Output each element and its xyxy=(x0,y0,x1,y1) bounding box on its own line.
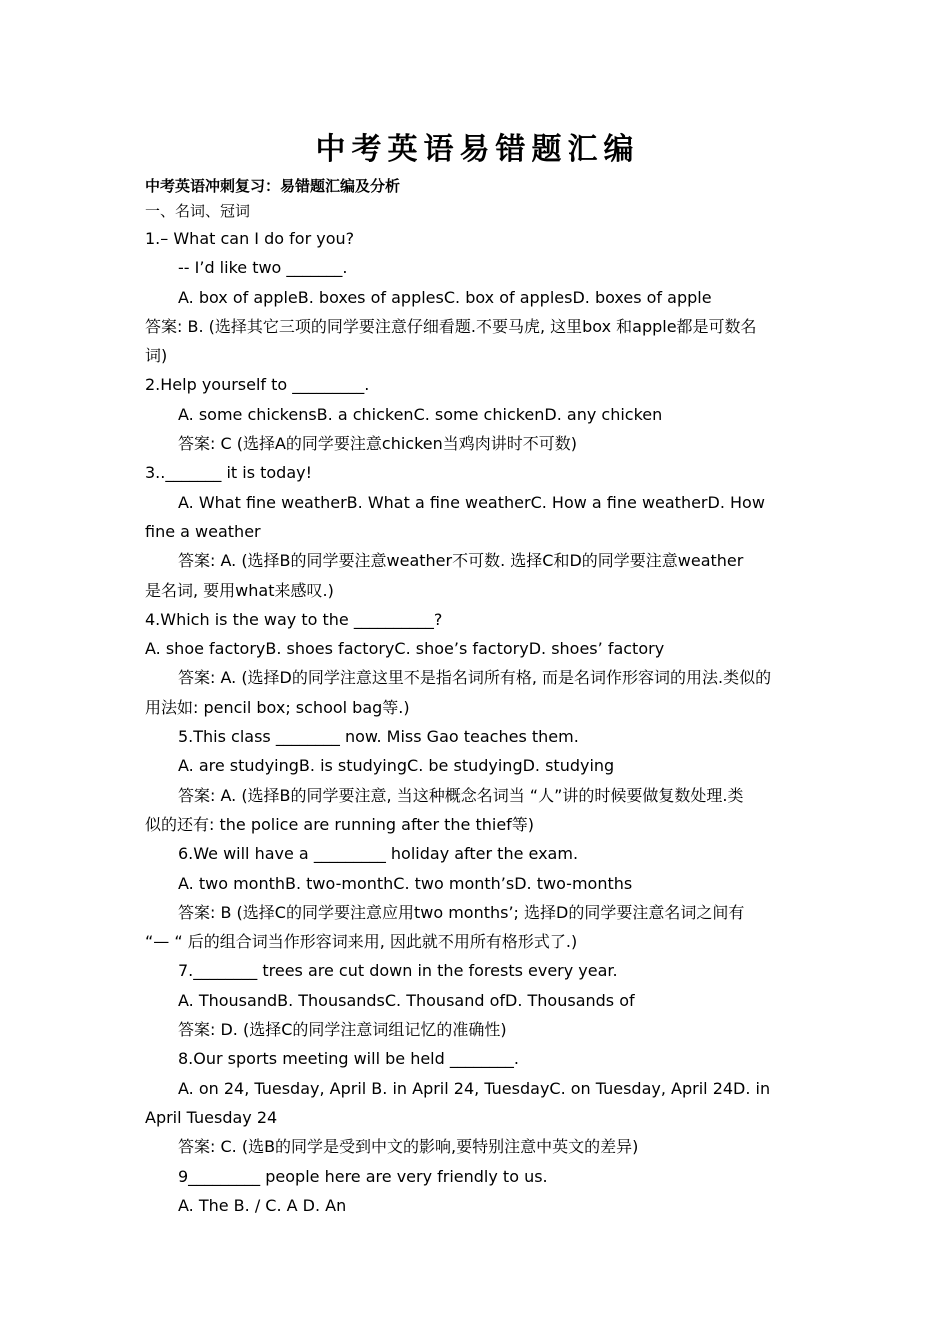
text-line: -- I’d like two _______. xyxy=(178,258,348,278)
text-line: 用法如: pencil box; school bag等.) xyxy=(145,697,410,717)
text-line: 答案: B (选择C的同学要注意应用two months’; 选择D的同学要注意名词之间有 xyxy=(178,902,745,922)
text-line: 答案: A. (选择B的同学要注意weather不可数. 选择C和D的同学要注意weather xyxy=(178,551,744,571)
question-list xyxy=(145,224,810,1220)
text-line: April Tuesday 24 xyxy=(145,1107,278,1127)
text-line: 2.Help yourself to _________. xyxy=(145,375,370,395)
text-line: A. are studyingB. is studyingC. be studyingD. studying xyxy=(178,756,615,776)
text-line: A. box of appleB. boxes of applesC. box of applesD. boxes of apple xyxy=(178,287,712,307)
text-line: A. ThousandB. ThousandsC. Thousand ofD. Thousands of xyxy=(178,990,635,1010)
document-subtitle: 中考英语冲刺复习：易错题汇编及分析 xyxy=(145,177,401,195)
text-line: 8.Our sports meeting will be held ________. xyxy=(178,1049,519,1069)
text-line: A. The B. / C. A D. An xyxy=(178,1195,347,1215)
section-heading: 一、名词、冠词 xyxy=(145,202,251,220)
text-line: A. on 24, Tuesday, April B. in April 24, TuesdayC. on Tuesday, April 24D. in xyxy=(178,1078,771,1098)
text-line: 词) xyxy=(145,346,168,366)
text-line: 1.– What can I do for you? xyxy=(145,229,355,248)
text-line: A. What fine weatherB. What a fine weatherC. How a fine weatherD. How xyxy=(178,492,765,512)
text-line: 7.________ trees are cut down in the forests every year. xyxy=(178,961,618,981)
text-line: 4.Which is the way to the __________? xyxy=(145,609,443,629)
text-line: 6.We will have a _________ holiday after the exam. xyxy=(178,844,579,864)
text-line: 3.._______ it is today! xyxy=(145,463,313,483)
document-title: 中考英语易错题汇编 xyxy=(315,132,640,167)
text-line: A. some chickensB. a chickenC. some chickenD. any chicken xyxy=(178,404,663,424)
text-line: fine a weather xyxy=(145,521,261,541)
text-line: 答案: B. (选择其它三项的同学要注意仔细看题.不要马虎, 这里box 和apple都是可数名 xyxy=(145,316,757,336)
text-line: A. shoe factoryB. shoes factoryC. shoe’s factoryD. shoes’ factory xyxy=(145,639,665,659)
text-line: 是名词, 要用what来感叹.) xyxy=(145,580,334,600)
text-line: 5.This class ________ now. Miss Gao teaches them. xyxy=(178,727,579,747)
text-line: 9_________ people here are very friendly to us. xyxy=(178,1166,548,1186)
text-line: 似的还有: the police are running after the thief等) xyxy=(145,814,535,834)
text-line: 答案: A. (选择B的同学要注意, 当这种概念名词当 “人”讲的时候要做复数处理.类 xyxy=(178,785,744,805)
text-line: 答案: D. (选择C的同学注意词组记忆的准确性) xyxy=(178,1020,507,1040)
document-page xyxy=(145,128,810,1220)
text-line: 答案: C. (选B的同学是受到中文的影响,要特别注意中英文的差异) xyxy=(178,1137,639,1157)
text-line: “— “ 后的组合词当作形容词来用, 因此就不用所有格形式了.) xyxy=(145,932,578,952)
text-line: A. two monthB. two-monthC. two month’sD. two-months xyxy=(178,873,633,893)
text-line: 答案: C (选择A的同学要注意chicken当鸡肉讲时不可数) xyxy=(178,434,578,454)
text-line: 答案: A. (选择D的同学注意这里不是指名词所有格, 而是名词作形容词的用法.类似的 xyxy=(178,668,772,688)
